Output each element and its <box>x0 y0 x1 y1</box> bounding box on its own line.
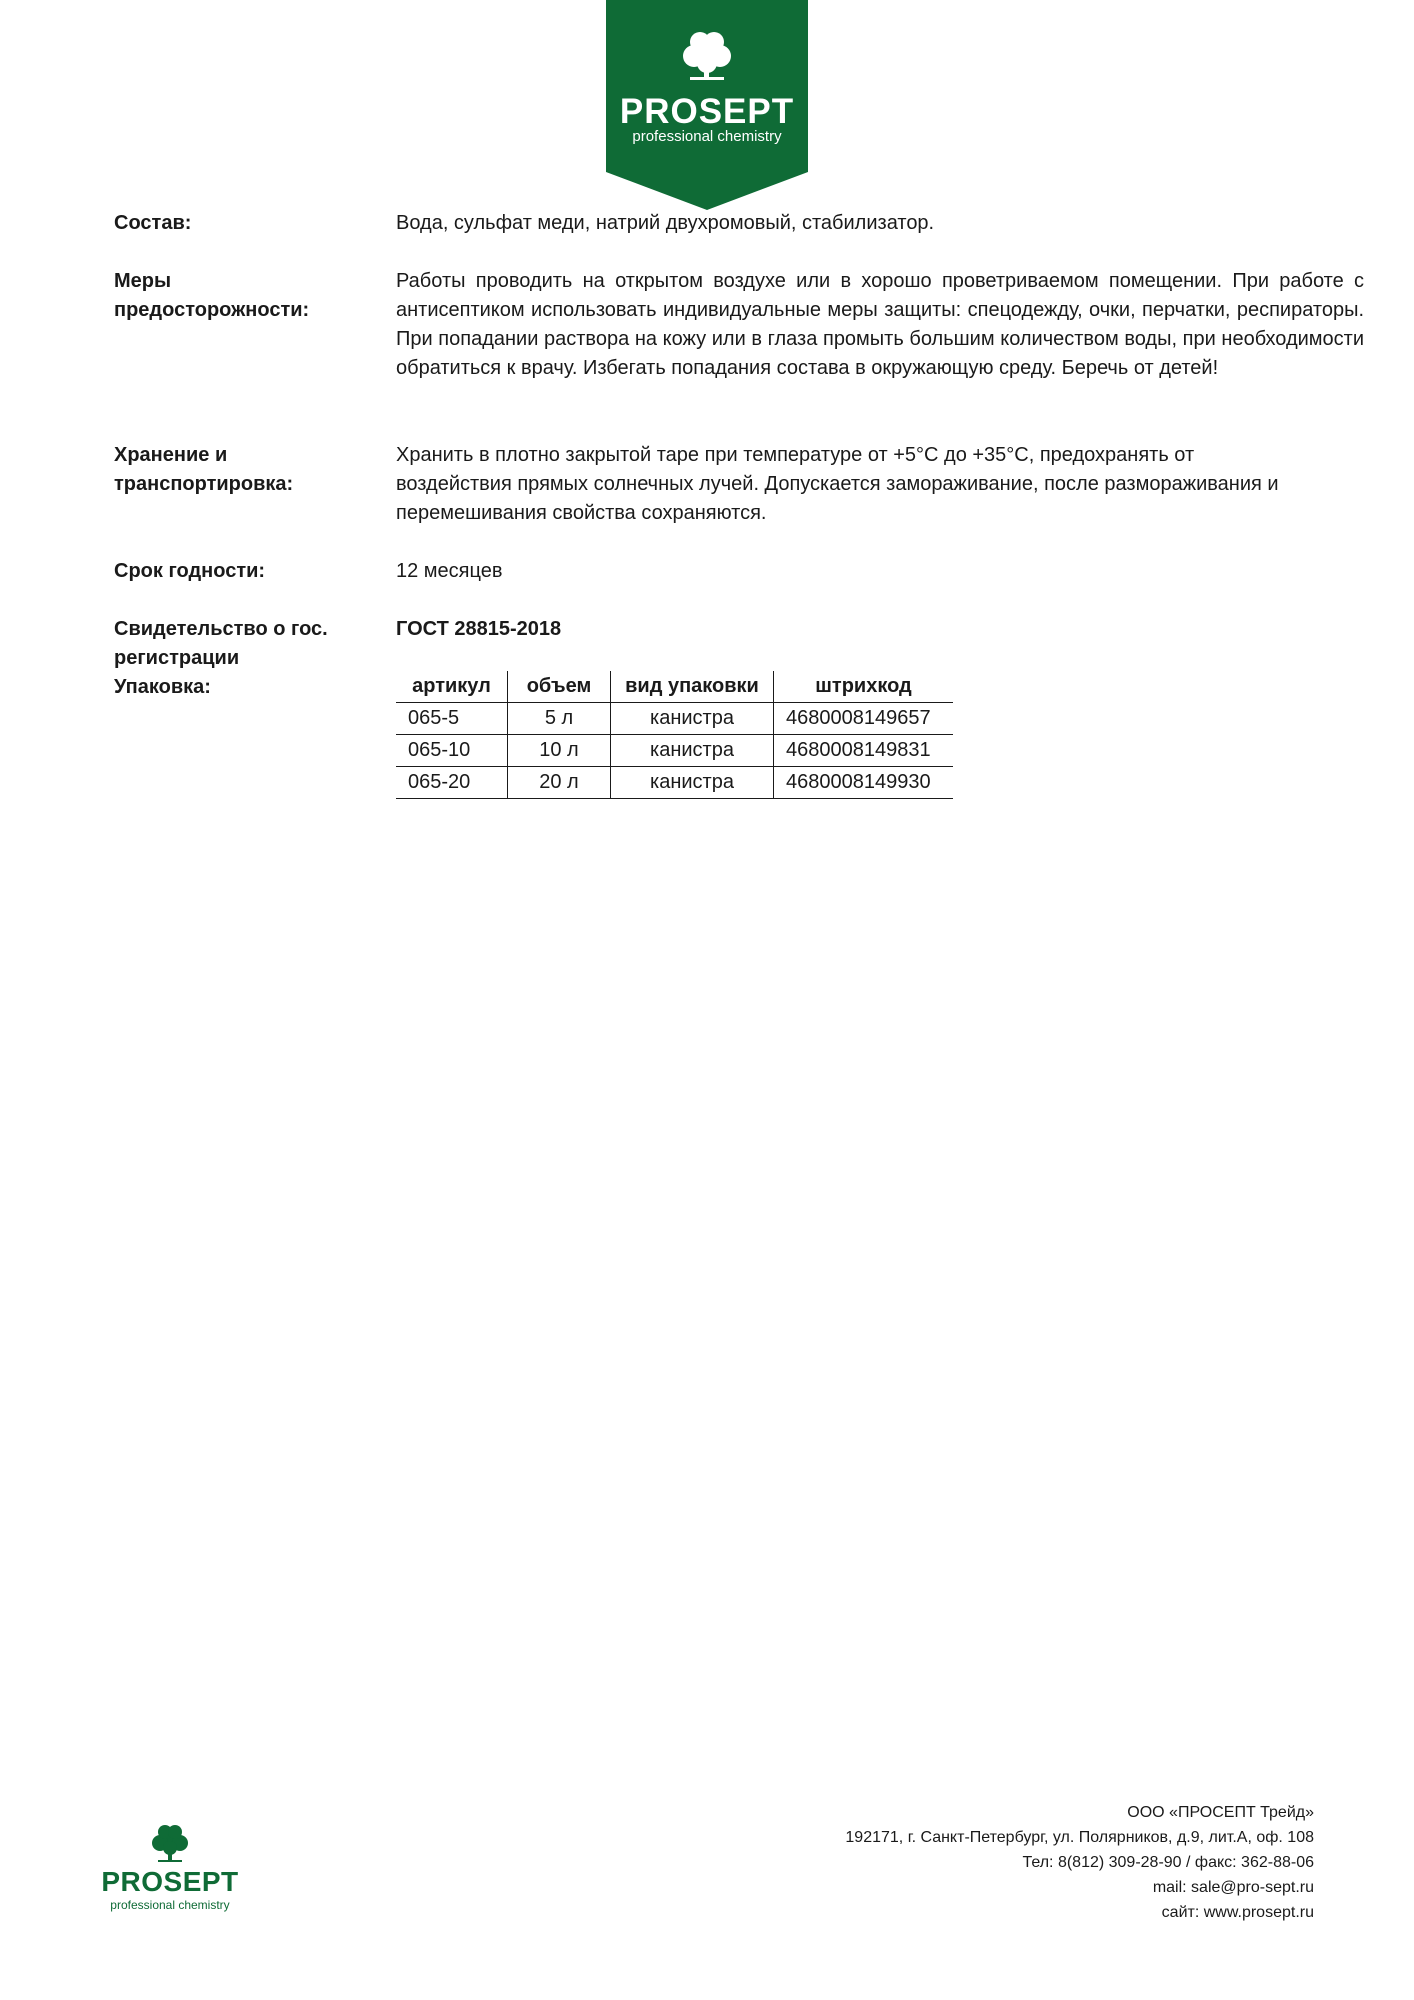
precautions-value: Работы проводить на открытом воздухе или в хорошо проветриваемом помещении. При работе с антисептиком использовать индивидуальные меры защиты: спецодежду, очки, перчатки, респираторы. При попадании раствора на кожу или в глаза промыть большим количеством воды, при необходимости обратиться к врачу. Избегать попадания состава в окружающую среду. Беречь от детей! <box>396 270 1364 379</box>
cell-barcode: 4680008149657 <box>774 703 954 735</box>
cell-volume: 10 л <box>508 735 611 767</box>
registration-label <box>114 615 384 673</box>
company-phone: Тел: 8(812) 309-28-90 / факс: 362-88-06 <box>1022 1854 1314 1871</box>
cell-volume: 20 л <box>508 767 611 799</box>
cell-article: 065-20 <box>396 767 508 799</box>
storage-value <box>396 441 1364 528</box>
storage-label-line1: Хранение и <box>114 444 228 466</box>
company-name: ООО «ПРОСЕПТ Трейд» <box>1127 1804 1314 1821</box>
header-article: артикул <box>396 671 508 703</box>
footer-contacts <box>694 1800 1314 1925</box>
shelf-life-label: Срок годности: <box>114 560 266 582</box>
cell-package-type: канистра <box>611 735 774 767</box>
table-row <box>396 735 953 767</box>
cell-article: 065-10 <box>396 735 508 767</box>
footer-logo <box>96 1820 244 1920</box>
storage-label <box>114 441 384 499</box>
table-row <box>396 767 953 799</box>
registration-value: ГОСТ 28815-2018 <box>396 618 562 640</box>
logo-brand-name: PROSEPT <box>619 92 795 131</box>
cell-volume: 5 л <box>508 703 611 735</box>
packaging-label: Упаковка: <box>114 676 211 698</box>
registration-label-line1: Свидетельство о гос. <box>114 618 328 640</box>
composition-label: Состав: <box>114 212 192 234</box>
header-barcode: штрихкод <box>774 671 954 703</box>
cell-package-type: канистра <box>611 767 774 799</box>
storage-value-line2: воздействия прямых солнечных лучей. Допускается замораживание, после размораживания и <box>396 473 1279 495</box>
packaging-table <box>396 671 953 799</box>
cell-barcode: 4680008149831 <box>774 735 954 767</box>
cell-article: 065-5 <box>396 703 508 735</box>
storage-value-line3: перемешивания свойства сохраняются. <box>396 502 767 524</box>
tree-icon <box>96 1820 244 1870</box>
precautions-label-line2: предосторожности: <box>114 299 310 321</box>
packaging-table-header <box>396 671 953 703</box>
cell-barcode: 4680008149930 <box>774 767 954 799</box>
shelf-life-value: 12 месяцев <box>396 560 503 582</box>
header-volume: объем <box>508 671 611 703</box>
table-row <box>396 703 953 735</box>
header-logo <box>606 0 808 210</box>
header-package-type: вид упаковки <box>611 671 774 703</box>
precautions-label-line1: Меры <box>114 270 172 292</box>
footer-logo-tagline: professional chemistry <box>110 1898 230 1912</box>
storage-label-line2: транспортировка: <box>114 473 294 495</box>
cell-package-type: канистра <box>611 703 774 735</box>
footer-logo-brand: PROSEPT <box>101 1866 239 1897</box>
company-website[interactable]: сайт: www.prosept.ru <box>1161 1904 1314 1921</box>
logo-tagline: professional chemistry <box>632 128 782 145</box>
precautions-label <box>114 267 384 325</box>
composition-value: Вода, сульфат меди, натрий двухромовый, стабилизатор. <box>396 212 935 234</box>
registration-label-line2: регистрации <box>114 647 240 669</box>
company-email[interactable]: mail: sale@pro-sept.ru <box>1152 1879 1314 1896</box>
company-address: 192171, г. Санкт-Петербург, ул. Полярников, д.9, лит.А, оф. 108 <box>845 1829 1314 1846</box>
storage-value-line1: Хранить в плотно закрытой таре при температуре от +5°С до +35°С, предохранять от <box>396 444 1195 466</box>
